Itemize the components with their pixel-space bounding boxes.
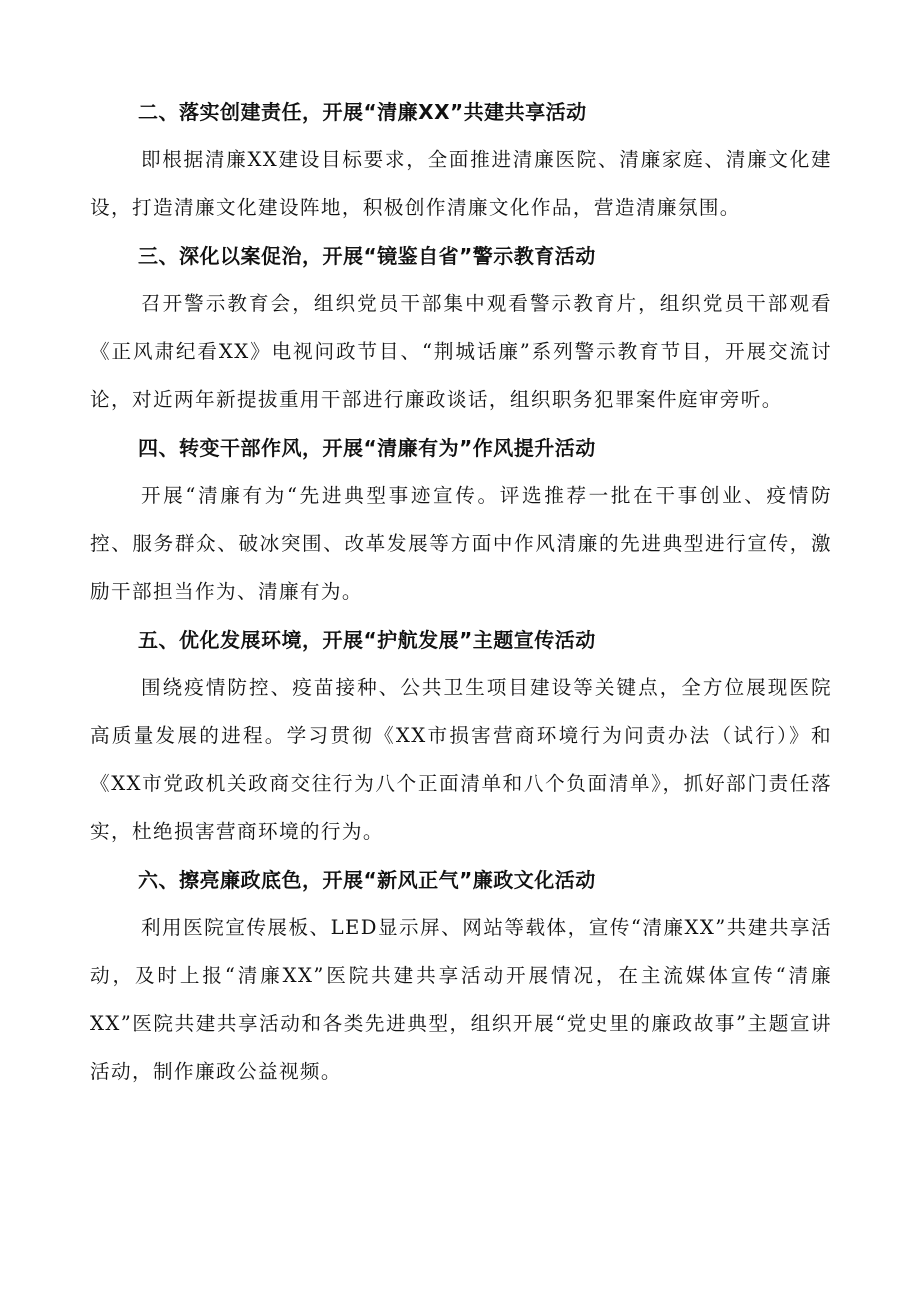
- document-page: [90, 88, 832, 1096]
- section-body: 利用医院宣传展板、LED显示屏、网站等载体，宣传“清廉XX”共建共享活动，及时上报“清廉XX”医院共建共享活动开展情况，在主流媒体宣传“清廉XX”医院共建共享活动和各类先进典型，组织开展“党史里的廉政故事”主题宣讲活动，制作廉政公益视频。: [90, 916, 832, 1083]
- section-heading: 六、擦亮廉政底色，开展“新风正气”廉政文化活动: [138, 868, 596, 892]
- section-heading: 三、深化以案促治，开展“镜鉴自省”警示教育活动: [138, 244, 596, 268]
- section-2: [90, 88, 832, 232]
- section-6: [90, 856, 832, 1096]
- section-5: [90, 616, 832, 856]
- section-body: 即根据清廉XX建设目标要求，全面推进清廉医院、清廉家庭、清廉文化建设，打造清廉文化建设阵地，积极创作清廉文化作品，营造清廉氛围。: [90, 148, 832, 219]
- section-heading: 五、优化发展环境，开展“护航发展”主题宣传活动: [138, 628, 596, 652]
- section-body: 开展“清廉有为“先进典型事迹宣传。评选推荐一批在干事创业、疫情防控、服务群众、破冰突围、改革发展等方面中作风清廉的先进典型进行宣传，激励干部担当作为、清廉有为。: [90, 484, 832, 603]
- section-body: 召开警示教育会，组织党员干部集中观看警示教育片，组织党员干部观看《正风肃纪看XX》电视问政节目、“荆城话廉”系列警示教育节目，开展交流讨论，对近两年新提拔重用干部进行廉政谈话，组织职务犯罪案件庭审旁听。: [90, 292, 832, 411]
- section-4: [90, 424, 832, 616]
- section-3: [90, 232, 832, 424]
- section-body: 围绕疫情防控、疫苗接种、公共卫生项目建设等关键点，全方位展现医院高质量发展的进程。学习贯彻《XX市损害营商环境行为问责办法（试行）》和《XX市党政机关政商交往行为八个正面清单和八个负面清单》，抓好部门责任落实，杜绝损害营商环境的行为。: [90, 676, 832, 843]
- section-heading: 二、落实创建责任，开展“清廉XX”共建共享活动: [138, 100, 587, 124]
- section-heading: 四、转变干部作风，开展“清廉有为”作风提升活动: [138, 436, 596, 460]
